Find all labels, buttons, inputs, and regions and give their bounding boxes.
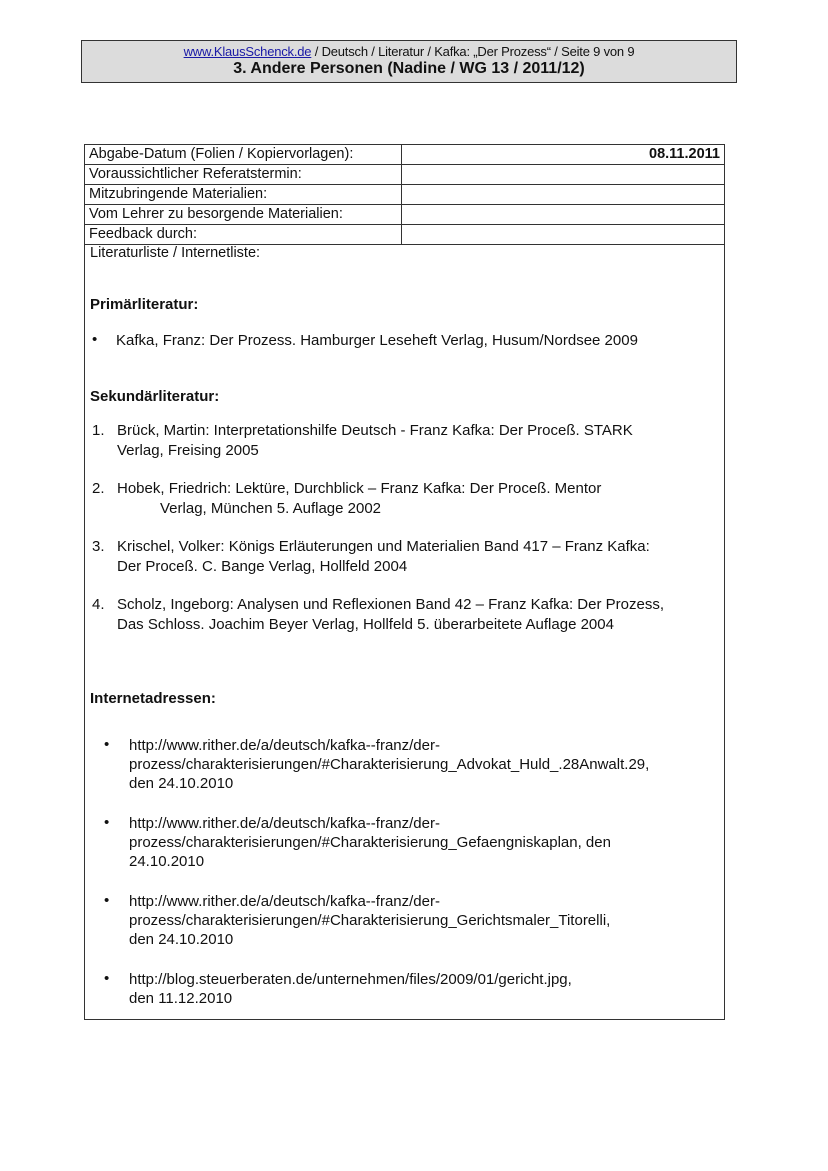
url-line: 24.10.2010 — [129, 853, 205, 870]
item-line: Hobek, Friedrich: Lektüre, Durchblick – Franz Kafka: Der Proceß. Mentor — [117, 480, 602, 497]
row-label: Voraussichtlicher Referatstermin: — [85, 165, 402, 185]
url-line: den 11.12.2010 — [129, 990, 233, 1007]
page-title: 3. Andere Personen (Nadine / WG 13 / 2011/12) — [233, 60, 585, 77]
item-line: Verlag, München 5. Auflage 2002 — [160, 500, 382, 517]
row-label: Abgabe-Datum (Folien / Kopiervorlagen): — [85, 145, 402, 165]
row-value — [402, 165, 725, 185]
bullet-icon: • — [104, 892, 110, 909]
list-item — [92, 595, 722, 635]
internet-heading: Internetadressen: — [90, 690, 216, 707]
bullet-icon: • — [104, 814, 110, 831]
item-number: 4. — [92, 596, 105, 613]
list-item — [92, 479, 722, 519]
url-line: prozess/charakterisierungen/#Charakterisierung_Gefaengniskaplan, den — [129, 834, 611, 851]
row-label: Mitzubringende Materialien: — [85, 185, 402, 205]
list-item — [92, 537, 722, 577]
bullet-icon: • — [104, 970, 110, 987]
bullet-icon: • — [104, 736, 110, 753]
url-line: den 24.10.2010 — [129, 775, 234, 792]
item-number: 1. — [92, 422, 105, 439]
assignment-box — [84, 144, 725, 1020]
primary-heading: Primärliteratur: — [90, 296, 199, 313]
item-line: Scholz, Ingeborg: Analysen und Reflexionen Band 42 – Franz Kafka: Der Prozess, — [117, 596, 664, 613]
info-table — [85, 145, 724, 245]
url-line: prozess/charakterisierungen/#Charakterisierung_Gerichtsmaler_Titorelli, — [129, 912, 611, 929]
primary-item: Kafka, Franz: Der Prozess. Hamburger Leseheft Verlag, Husum/Nordsee 2009 — [116, 332, 638, 349]
list-item — [92, 421, 722, 461]
url-line: http://blog.steuerberaten.de/unternehmen/files/2009/01/gericht.jpg, — [129, 971, 572, 988]
item-number: 3. — [92, 538, 105, 555]
site-link[interactable]: www.KlausSchenck.de — [183, 44, 312, 59]
item-line: Das Schloss. Joachim Beyer Verlag, Hollfeld 5. überarbeitete Auflage 2004 — [117, 616, 614, 633]
url-item — [129, 736, 719, 793]
breadcrumb: / Deutsch / Literatur / Kafka: „Der Prozess“ / Seite 9 von 9 — [311, 44, 635, 59]
header-breadcrumb-line — [82, 44, 736, 59]
row-value — [402, 225, 725, 245]
table-row — [85, 205, 724, 225]
url-item — [129, 892, 719, 949]
page-header — [81, 40, 737, 83]
row-value — [402, 185, 725, 205]
item-line: Brück, Martin: Interpretationshilfe Deutsch - Franz Kafka: Der Proceß. STARK — [117, 422, 633, 439]
table-row — [85, 185, 724, 205]
url-line: http://www.rither.de/a/deutsch/kafka--franz/der- — [129, 815, 440, 832]
url-line: prozess/charakterisierungen/#Charakterisierung_Advokat_Huld_.28Anwalt.29, — [129, 756, 650, 773]
table-row — [85, 145, 724, 165]
url-item — [129, 814, 719, 871]
bullet-icon: • — [92, 331, 98, 348]
item-line: Der Proceß. C. Bange Verlag, Hollfeld 2004 — [117, 558, 408, 575]
url-item — [129, 970, 719, 1008]
item-line: Verlag, Freising 2005 — [117, 442, 259, 459]
secondary-heading: Sekundärliteratur: — [90, 388, 220, 405]
table-row — [85, 225, 724, 245]
url-line: den 24.10.2010 — [129, 931, 234, 948]
literature-label: Literaturliste / Internetliste: — [90, 245, 261, 261]
row-value — [402, 205, 725, 225]
url-line: http://www.rither.de/a/deutsch/kafka--franz/der- — [129, 893, 440, 910]
row-value: 08.11.2011 — [402, 145, 725, 165]
item-number: 2. — [92, 480, 105, 497]
url-line: http://www.rither.de/a/deutsch/kafka--franz/der- — [129, 737, 440, 754]
item-line: Krischel, Volker: Königs Erläuterungen und Materialien Band 417 – Franz Kafka: — [117, 538, 650, 555]
row-label: Feedback durch: — [85, 225, 402, 245]
table-row — [85, 165, 724, 185]
row-label: Vom Lehrer zu besorgende Materialien: — [85, 205, 402, 225]
